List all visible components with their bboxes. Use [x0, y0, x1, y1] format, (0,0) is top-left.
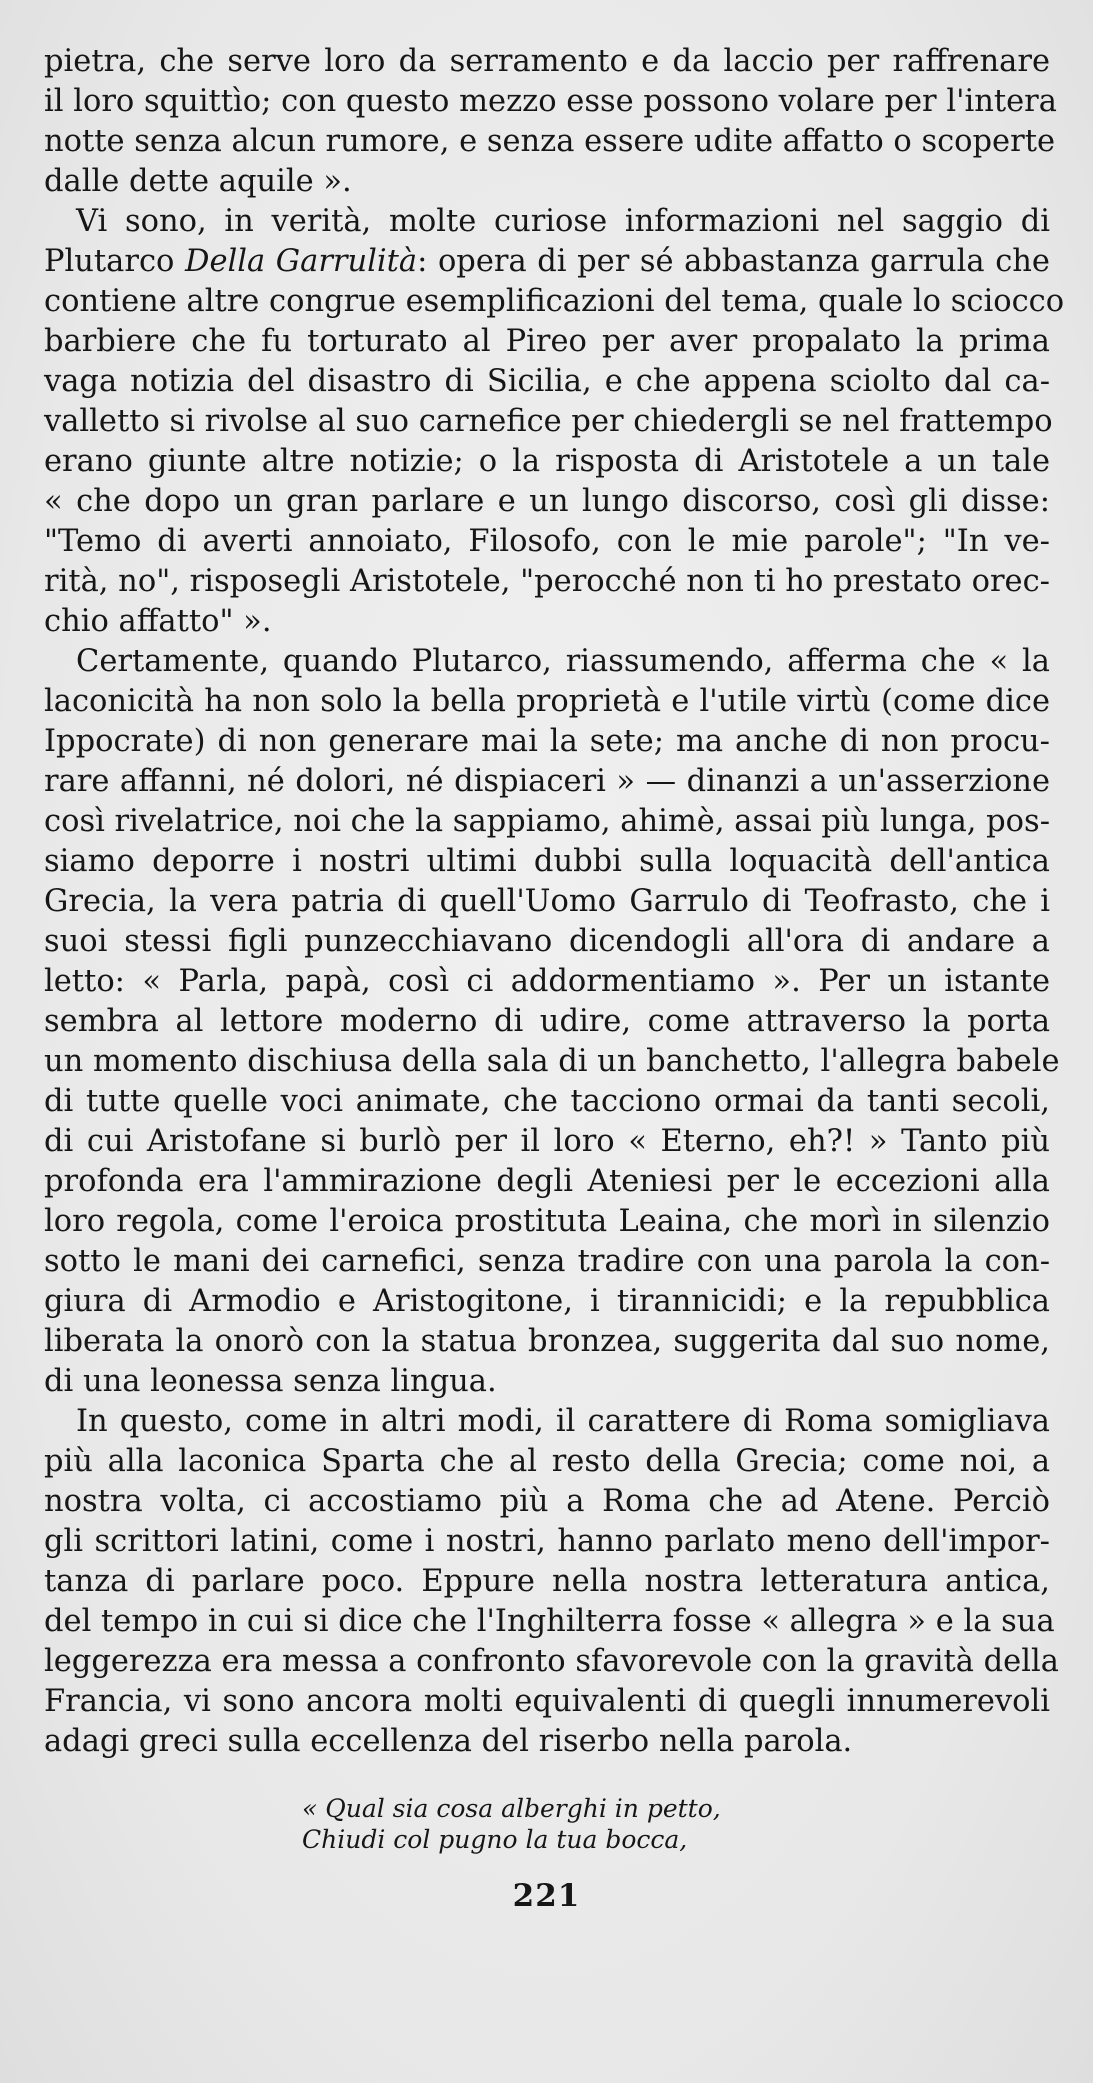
- text-line: valletto si rivolse al suo carnefice per chiedergli se nel frattempo: [44, 404, 1053, 439]
- text-line: loro regola, come l'eroica prostituta Leaina, che morì in silenzio: [44, 1204, 1050, 1239]
- text-line: barbiere che fu torturato al Pireo per aver propalato la prima: [44, 324, 1050, 359]
- text-line: Certamente, quando Plutarco, riassumendo, afferma che « la: [76, 644, 1050, 679]
- text-line: Vi sono, in verità, molte curiose informazioni nel saggio di: [76, 204, 1050, 239]
- paragraph: [44, 42, 1057, 202]
- text-line: notte senza alcun rumore, e senza essere udite affatto o scoperte: [44, 124, 1055, 159]
- text-line: di cui Aristofane si burlò per il loro « Eterno, eh?! » Tanto più: [44, 1124, 1050, 1159]
- text-line: Grecia, la vera patria di quell'Uomo Garrulo di Teofrasto, che i: [44, 884, 1050, 919]
- body-text: [44, 42, 1065, 1762]
- text-line: così rivelatrice, noi che la sappiamo, ahimè, assai più lunga, pos-: [44, 804, 1050, 839]
- text-line: In questo, come in altri modi, il carattere di Roma somigliava: [76, 1404, 1050, 1439]
- italic-title: Della Garrulità: [184, 244, 418, 279]
- text-line: Ippocrate) di non generare mai la sete; ma anche di non procu-: [44, 724, 1050, 759]
- text-line: più alla laconica Sparta che al resto della Grecia; come noi, a: [44, 1444, 1050, 1479]
- text-line: vaga notizia del disastro di Sicilia, e che appena sciolto dal ca-: [44, 364, 1050, 399]
- text-line: dalle dette aquile ».: [44, 164, 352, 199]
- paragraph: [44, 202, 1065, 642]
- text-line: liberata la onorò con la statua bronzea, suggerita dal suo nome,: [44, 1324, 1050, 1359]
- paragraph: [44, 642, 1060, 1402]
- poem-line: « Qual sia cosa alberghi in petto,: [302, 1794, 721, 1823]
- text-line: il loro squittìo; con questo mezzo esse possono volare per l'intera: [44, 84, 1057, 119]
- poem-line: Chiudi col pugno la tua bocca,: [302, 1825, 688, 1854]
- poem-quote: [302, 1793, 721, 1855]
- page-number: 221: [512, 1878, 581, 1914]
- text-line: "Temo di averti annoiato, Filosofo, con le mie parole"; "In ve-: [44, 524, 1050, 559]
- text-line: gli scrittori latini, come i nostri, hanno parlato meno dell'impor-: [44, 1524, 1050, 1559]
- text-line: letto: « Parla, papà, così ci addormentiamo ». Per un istante: [44, 964, 1050, 999]
- text-line: sotto le mani dei carnefici, senza tradire con una parola la con-: [44, 1244, 1050, 1279]
- text-line: di una leonessa senza lingua.: [44, 1364, 497, 1399]
- text-line: rare affanni, né dolori, né dispiaceri » — dinanzi a un'asserzione: [44, 764, 1050, 799]
- text-line: leggerezza era messa a confronto sfavorevole con la gravità della: [44, 1644, 1059, 1679]
- text-line: adagi greci sulla eccellenza del riserbo nella parola.: [44, 1724, 853, 1759]
- text-line: siamo deporre i nostri ultimi dubbi sulla loquacità dell'antica: [44, 844, 1050, 879]
- paragraph: [44, 1402, 1059, 1762]
- text-line: un momento dischiusa della sala di un banchetto, l'allegra babele: [44, 1044, 1060, 1079]
- text-line: rità, no", risposegli Aristotele, "perocché non ti ho prestato orec-: [44, 564, 1050, 599]
- text-line: nostra volta, ci accostiamo più a Roma che ad Atene. Perciò: [44, 1484, 1050, 1519]
- text-line: Francia, vi sono ancora molti equivalenti di quegli innumerevoli: [44, 1684, 1050, 1719]
- text-line: suoi stessi figli punzecchiavano dicendogli all'ora di andare a: [44, 924, 1050, 959]
- text-line: profonda era l'ammirazione degli Ateniesi per le eccezioni alla: [44, 1164, 1050, 1199]
- text-line: contiene altre congrue esemplificazioni del tema, quale lo sciocco: [44, 284, 1065, 319]
- text-line: giura di Armodio e Aristogitone, i tirannicidi; e la repubblica: [44, 1284, 1050, 1319]
- text-line: chio affatto" ».: [44, 604, 272, 639]
- text-line: del tempo in cui si dice che l'Inghilterra fosse « allegra » e la sua: [44, 1604, 1055, 1639]
- text-line: pietra, che serve loro da serramento e da laccio per raffrenare: [44, 44, 1050, 79]
- text-line: sembra al lettore moderno di udire, come attraverso la porta: [44, 1004, 1050, 1039]
- text-line: « che dopo un gran parlare e un lungo discorso, così gli disse:: [44, 484, 1050, 519]
- text-line: di tutte quelle voci animate, che tacciono ormai da tanti secoli,: [44, 1084, 1050, 1119]
- text-line: erano giunte altre notizie; o la risposta di Aristotele a un tale: [44, 444, 1050, 479]
- text-line: laconicità ha non solo la bella proprietà e l'utile virtù (come dice: [44, 684, 1050, 719]
- text-line: Plutarco Della Garrulità: opera di per sé abbastanza garrula che: [44, 244, 1050, 279]
- text-line: tanza di parlare poco. Eppure nella nostra letteratura antica,: [44, 1564, 1050, 1599]
